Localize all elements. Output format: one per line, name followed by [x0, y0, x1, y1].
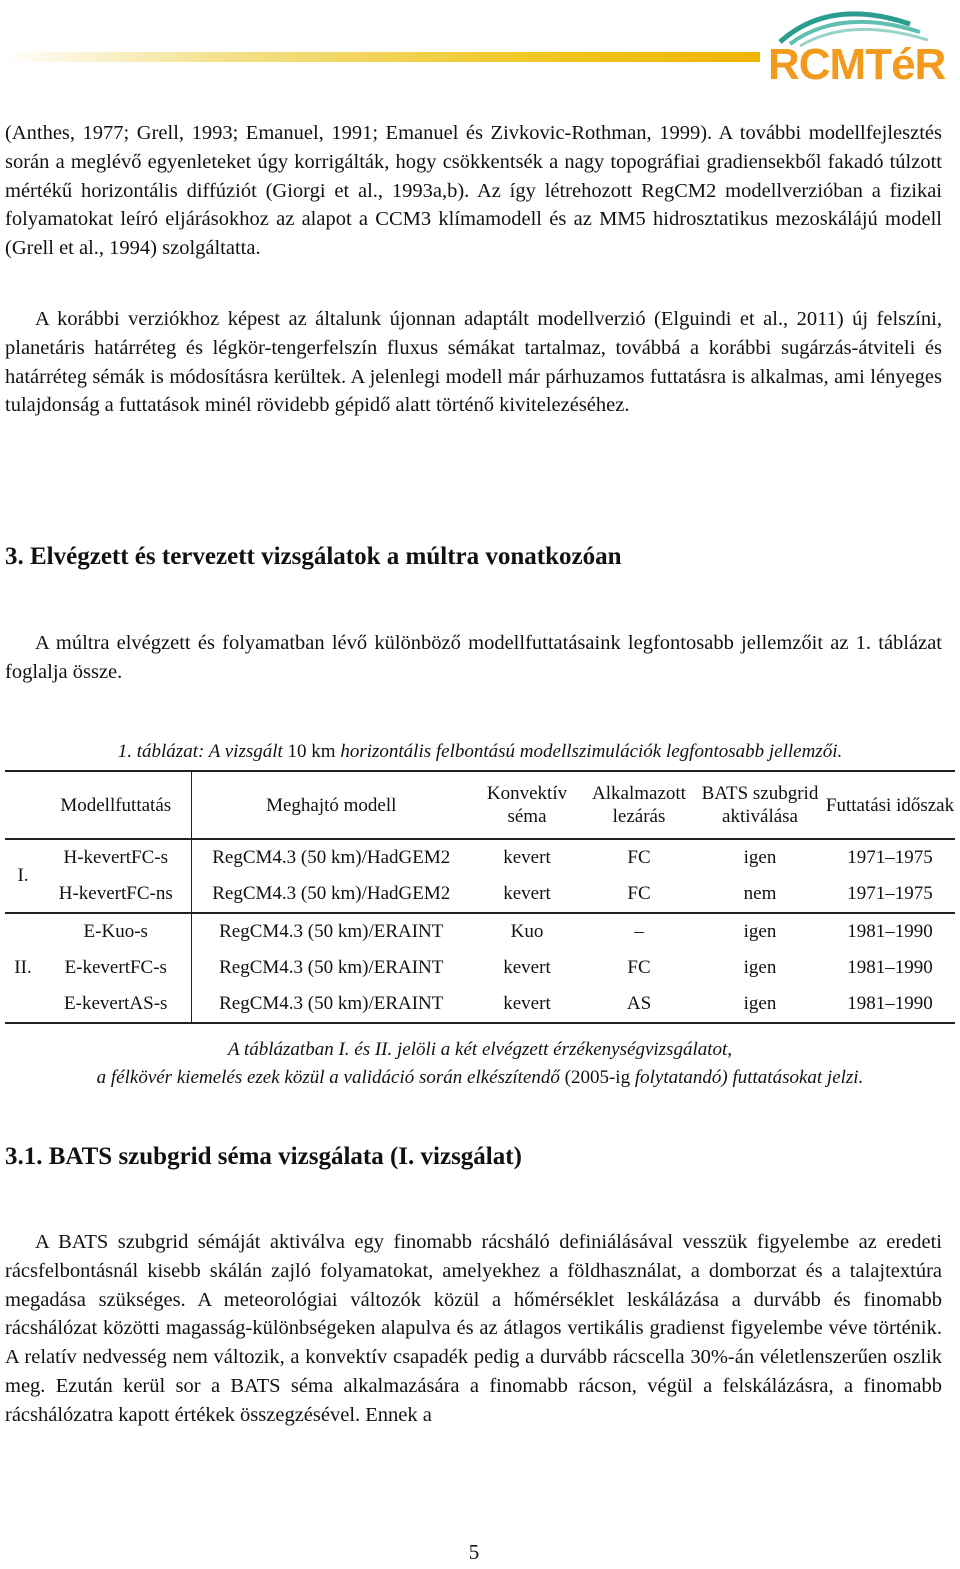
table-header-row: [5, 771, 955, 839]
table-row: E-kevertFC-s RegCM4.3 (50 km)/ERAINT kevert FC igen 1981–1990: [5, 950, 955, 986]
header-alkalmazott-lezaras: Alkalmazott lezárás: [583, 771, 695, 839]
table-note: [0, 1036, 960, 1092]
rcmter-logo: [760, 2, 950, 90]
header-bats-aktivalas: BATS szubgrid aktiválása: [695, 771, 825, 839]
logo-text: RCMTéR: [768, 40, 946, 89]
paragraph-table-intro: A múltra elvégzett és folyamatban lévő különböző modellfuttatásaink legfontosabb jellemzőit az 1. táblázat foglalja össze.: [5, 632, 942, 683]
table-note-line-1: A táblázatban I. és II. jelöli a két elvégzett érzékenységvizsgálatot,: [227, 1039, 733, 1060]
header-meghajto-modell: Meghajtó modell: [191, 771, 471, 839]
table-row: II. E-Kuo-s RegCM4.3 (50 km)/ERAINT Kuo – igen 1981–1990: [5, 913, 955, 950]
group-label-1: I.: [5, 839, 41, 913]
section-heading-3-1: 3.1. BATS szubgrid séma vizsgálata (I. vizsgálat): [5, 1143, 522, 1170]
group-label-2: II.: [5, 913, 41, 1023]
section-heading-3: 3. Elvégzett és tervezett vizsgálatok a múltra vonatkozóan: [5, 543, 622, 570]
paragraph-model-version: A korábbi verziókhoz képest az általunk újonnan adaptált modellverzió (Elguindi et al., 2011) új felszíni, planetáris határréteg és légkör-tengerfelszín fluxus sémákat tartalmaz, továbbá a korábbi sugárzás-átviteli és határréteg sémák is módosításra kerültek. A jelenlegi modell már párhuzamos futtatásra is alkalmas, ami lényeges tulajdonság a futtatások minél rövidebb gépidő alatt történő kivitelezéséhez.: [5, 308, 942, 417]
header-futtatasi-idoszak: Futtatási időszak: [825, 771, 955, 839]
table-row: E-kevertAS-s RegCM4.3 (50 km)/ERAINT kevert AS igen 1981–1990: [5, 986, 955, 1023]
table-row: H-kevertFC-ns RegCM4.3 (50 km)/HadGEM2 kevert FC nem 1971–1975: [5, 876, 955, 913]
table-row: I. H-kevertFC-s RegCM4.3 (50 km)/HadGEM2 kevert FC igen 1971–1975: [5, 839, 955, 876]
simulation-table: [5, 770, 955, 1024]
header-konvektiv-sema: Konvektív séma: [471, 771, 583, 839]
paragraph-bats: A BATS szubgrid sémáját aktiválva egy finomabb rácsháló definiálásával vesszük figyelembe az eredeti rácsfelbontásnál kisebb skálán zajló folyamatokat, amelyekhez a földhasználat, a domborzat és a talajtextúra megadása szükséges. A meteorológiai változók közül a hőmérséklet leskálázása a durvább és finomabb rácshálózat közötti magasság-különbségeken alapulva és az átlagos vertikális gradienst figyelembe véve történik. A relatív nedvesség nem változik, a konvektív csapadék pedig a durvább rácscella 30%-án véletlenszerűen oszlik meg. Ezután kerül sor a BATS séma alkalmazására a finomabb rácson, végül a felskálázásra, a finomabb rácshálózatra kapott értékek összegzésével. Ennek a: [5, 1231, 942, 1426]
table-caption: 1. táblázat: A vizsgált 10 km horizontális felbontású modellszimulációk legfontosabb jellemzői.: [117, 741, 843, 762]
header-modellfuttatas: Modellfuttatás: [41, 771, 191, 839]
page-number: 5: [468, 1540, 480, 1564]
header-bar: [0, 52, 760, 62]
table-note-line-2: a félkövér kiemelés ezek közül a validáció során elkészítendő (2005-ig folytatandó) futtatásokat jelzi.: [96, 1067, 864, 1088]
paragraph-intro: (Anthes, 1977; Grell, 1993; Emanuel, 1991; Emanuel és Zivkovic-Rothman, 1999). A további modellfejlesztés során a meglévő egyenleteket úgy korrigálták, hogy csökkentsék a nagy topográfiai gradiensekből fakadó túlzott mértékű horizontális diffúziót (Giorgi et al., 1993a,b). Az így létrehozott RegCM2 modellverzióban a fizikai folyamatokat leíró eljárásokhoz az alapot a CCM3 klímamodell és az MM5 hidrosztatikus mezoskálájú modell (Grell et al., 1994) szolgáltatta.: [5, 122, 942, 260]
